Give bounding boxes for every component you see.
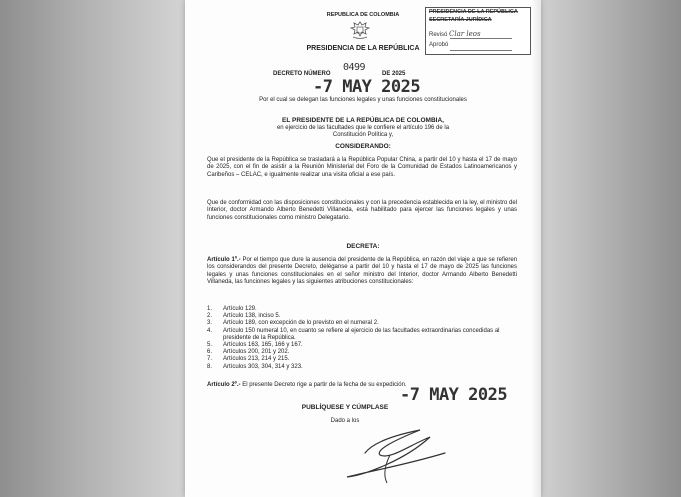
- issuer-line-3: Constitución Política y,: [332, 132, 394, 138]
- stamp-secretariat-line: SECRETARÍA JURÍDICA: [429, 17, 492, 23]
- list-item: 2. Artículo 138, inciso 5.: [207, 313, 281, 320]
- publish-and-comply: PUBLÍQUESE Y CÚMPLASE: [301, 404, 389, 411]
- decreta-heading: DECRETA:: [346, 243, 380, 250]
- list-item: 1. Artículo 129.: [207, 306, 257, 312]
- decree-number-label: DECRETO NÚMERO: [273, 71, 331, 77]
- presidential-signature: [335, 415, 455, 490]
- blurred-background-right: [541, 0, 681, 497]
- blurred-background-left: [0, 0, 185, 497]
- list-item: 6. Artículos 200, 201 y 202.: [207, 349, 290, 356]
- article-1-text: Por el tiempo que dure la ausencia del presidente de la República, en razón del viaje a que se refieren los considerandos del presente Decreto, deléganse a partir del 10 y hasta el 17 de mayo de 2025 las funciones legales y unas funciones constitucionales en el señor ministro del Interior, doctor Armando Alberto Benedetti Villaneda, las funciones legales y las siguientes atribuciones constitucionales:: [207, 257, 517, 286]
- stamp-revised-value: Clar leos: [449, 30, 481, 38]
- considering-paragraph-1: Que el presidente de la República se trasladará a la República Popular China, a partir del 10 y hasta el 17 de mayo de 2025, con el fin de asistir a la Reunión Ministerial del Foro de la Comunidad de Estados Latinoamericanos y Caribeños – CELAC, e igualmente realizar una visita oficial a ese país.: [207, 157, 517, 178]
- article-2-label: Artículo 2º.-: [207, 382, 241, 388]
- stamp-approved-label: Aprobó: [429, 42, 449, 48]
- list-item: 5. Artículos 163, 165, 166 y 167.: [207, 342, 303, 349]
- list-item: 8. Artículos 303, 304, 314 y 323.: [207, 363, 303, 370]
- stamp-presidency-line: PRESIDENCIA DE LA REPÚBLICA: [429, 9, 518, 15]
- issuer-line-2: en ejercicio de las facultades que le confiere el artículo 196 de la: [276, 125, 450, 131]
- list-item: 7. Artículos 213, 214 y 215.: [207, 356, 290, 363]
- article-1-label: Artículo 1º.-: [207, 257, 241, 263]
- page-edge-shadow: [531, 0, 541, 497]
- legal-secretariat-stamp: [425, 7, 531, 55]
- article-1: [207, 257, 517, 287]
- stamp-revised-label: Revisó: [429, 32, 448, 38]
- considering-paragraph-2: Que de conformidad con las disposiciones constitucionales y con la precedencia establecida en la ley, el ministro del Interior, doctor Armando Alberto Benedetti Villaneda, está habilitado para ejercer las funciones legales y unas funciones constitucionales como ministro Delegatario.: [207, 200, 517, 221]
- issuer-title: EL PRESIDENTE DE LA REPÚBLICA DE COLOMBIA,: [282, 117, 444, 124]
- list-item: 4. Artículo 150 numeral 10, en cuanto se refiere al ejercicio de las facultades extraordinarias concedidas al presidente de la República.: [207, 327, 500, 341]
- coat-of-arms-seal: [349, 20, 371, 40]
- decree-year-label: DE 2025: [382, 71, 406, 77]
- decree-document-page: [185, 0, 541, 497]
- given-on-text: Dado a los: [330, 418, 360, 424]
- decree-subject: Por el cual se delegan las funciones legales y unas funciones constitucionales: [259, 97, 467, 103]
- decree-number: 0499: [343, 62, 366, 73]
- closing-date-stamp: -7 MAY 2025: [400, 385, 508, 405]
- presidency-header: PRESIDENCIA DE LA REPÚBLICA: [306, 45, 420, 52]
- decree-date-stamp: -7 MAY 2025: [313, 77, 421, 97]
- considering-heading: CONSIDERANDO:: [335, 143, 391, 150]
- list-item: 3. Artículo 189, con excepción de lo previsto en el numeral 2.: [207, 320, 379, 327]
- article-2-text: El presente Decreto rige a partir de la fecha de su expedición.: [240, 382, 407, 388]
- republic-header: REPUBLICA DE COLOMBIA: [326, 12, 400, 18]
- attributions-list: [207, 306, 507, 371]
